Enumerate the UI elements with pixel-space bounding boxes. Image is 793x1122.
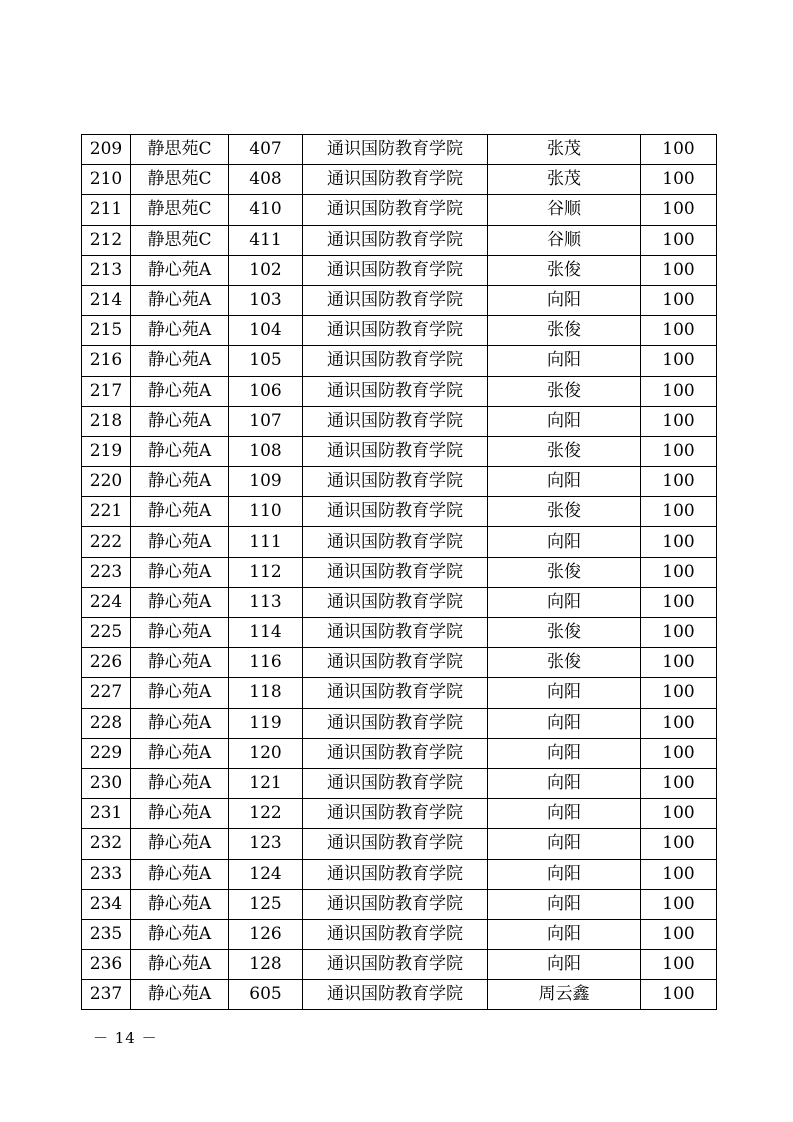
row-number-cell: 219 [82, 436, 131, 466]
building-cell: 静心苑A [131, 467, 229, 497]
score-cell: 100 [641, 527, 717, 557]
row-number-cell: 209 [82, 135, 131, 165]
row-number-cell: 216 [82, 346, 131, 376]
staff-name-cell: 向阳 [488, 346, 641, 376]
staff-name-cell: 向阳 [488, 406, 641, 436]
row-number-cell: 213 [82, 255, 131, 285]
college-cell: 通识国防教育学院 [303, 436, 488, 466]
score-cell: 100 [641, 557, 717, 587]
building-cell: 静心苑A [131, 587, 229, 617]
room-number-cell: 122 [229, 799, 303, 829]
row-number-cell: 234 [82, 889, 131, 919]
dormitory-table-container [81, 134, 717, 1010]
row-number-cell: 212 [82, 225, 131, 255]
score-cell: 100 [641, 799, 717, 829]
room-number-cell: 126 [229, 919, 303, 949]
table-row [82, 316, 717, 346]
row-number-cell: 215 [82, 316, 131, 346]
room-number-cell: 605 [229, 980, 303, 1010]
room-number-cell: 104 [229, 316, 303, 346]
score-cell: 100 [641, 406, 717, 436]
building-cell: 静心苑A [131, 889, 229, 919]
room-number-cell: 408 [229, 165, 303, 195]
building-cell: 静心苑A [131, 738, 229, 768]
row-number-cell: 232 [82, 829, 131, 859]
table-row [82, 829, 717, 859]
college-cell: 通识国防教育学院 [303, 557, 488, 587]
building-cell: 静心苑A [131, 799, 229, 829]
row-number-cell: 224 [82, 587, 131, 617]
dormitory-table [81, 134, 717, 1010]
room-number-cell: 107 [229, 406, 303, 436]
building-cell: 静心苑A [131, 436, 229, 466]
score-cell: 100 [641, 980, 717, 1010]
table-row [82, 889, 717, 919]
college-cell: 通识国防教育学院 [303, 950, 488, 980]
room-number-cell: 124 [229, 859, 303, 889]
college-cell: 通识国防教育学院 [303, 285, 488, 315]
building-cell: 静心苑A [131, 376, 229, 406]
score-cell: 100 [641, 316, 717, 346]
staff-name-cell: 向阳 [488, 678, 641, 708]
table-row [82, 678, 717, 708]
building-cell: 静心苑A [131, 285, 229, 315]
staff-name-cell: 向阳 [488, 527, 641, 557]
building-cell: 静心苑A [131, 557, 229, 587]
college-cell: 通识国防教育学院 [303, 678, 488, 708]
college-cell: 通识国防教育学院 [303, 919, 488, 949]
staff-name-cell: 向阳 [488, 919, 641, 949]
staff-name-cell: 向阳 [488, 285, 641, 315]
college-cell: 通识国防教育学院 [303, 829, 488, 859]
college-cell: 通识国防教育学院 [303, 316, 488, 346]
score-cell: 100 [641, 950, 717, 980]
table-row [82, 165, 717, 195]
college-cell: 通识国防教育学院 [303, 618, 488, 648]
college-cell: 通识国防教育学院 [303, 738, 488, 768]
table-row [82, 557, 717, 587]
table-row [82, 195, 717, 225]
college-cell: 通识国防教育学院 [303, 648, 488, 678]
building-cell: 静思苑C [131, 135, 229, 165]
score-cell: 100 [641, 738, 717, 768]
room-number-cell: 105 [229, 346, 303, 376]
staff-name-cell: 张俊 [488, 648, 641, 678]
row-number-cell: 223 [82, 557, 131, 587]
building-cell: 静心苑A [131, 980, 229, 1010]
staff-name-cell: 张俊 [488, 436, 641, 466]
staff-name-cell: 向阳 [488, 829, 641, 859]
room-number-cell: 109 [229, 467, 303, 497]
score-cell: 100 [641, 467, 717, 497]
table-row [82, 527, 717, 557]
room-number-cell: 410 [229, 195, 303, 225]
score-cell: 100 [641, 587, 717, 617]
score-cell: 100 [641, 708, 717, 738]
room-number-cell: 120 [229, 738, 303, 768]
score-cell: 100 [641, 678, 717, 708]
room-number-cell: 112 [229, 557, 303, 587]
college-cell: 通识国防教育学院 [303, 799, 488, 829]
table-row [82, 919, 717, 949]
room-number-cell: 123 [229, 829, 303, 859]
table-row [82, 497, 717, 527]
college-cell: 通识国防教育学院 [303, 497, 488, 527]
staff-name-cell: 向阳 [488, 587, 641, 617]
room-number-cell: 110 [229, 497, 303, 527]
table-row [82, 225, 717, 255]
score-cell: 100 [641, 829, 717, 859]
college-cell: 通识国防教育学院 [303, 889, 488, 919]
table-row [82, 768, 717, 798]
score-cell: 100 [641, 618, 717, 648]
table-row [82, 346, 717, 376]
score-cell: 100 [641, 285, 717, 315]
row-number-cell: 222 [82, 527, 131, 557]
score-cell: 100 [641, 436, 717, 466]
building-cell: 静心苑A [131, 618, 229, 648]
college-cell: 通识国防教育学院 [303, 165, 488, 195]
table-row [82, 467, 717, 497]
table-row [82, 980, 717, 1010]
building-cell: 静心苑A [131, 648, 229, 678]
building-cell: 静心苑A [131, 255, 229, 285]
building-cell: 静心苑A [131, 678, 229, 708]
table-row [82, 135, 717, 165]
row-number-cell: 211 [82, 195, 131, 225]
staff-name-cell: 张俊 [488, 255, 641, 285]
room-number-cell: 125 [229, 889, 303, 919]
row-number-cell: 231 [82, 799, 131, 829]
room-number-cell: 114 [229, 618, 303, 648]
college-cell: 通识国防教育学院 [303, 980, 488, 1010]
staff-name-cell: 张俊 [488, 557, 641, 587]
building-cell: 静心苑A [131, 950, 229, 980]
table-row [82, 406, 717, 436]
building-cell: 静思苑C [131, 195, 229, 225]
staff-name-cell: 向阳 [488, 859, 641, 889]
college-cell: 通识国防教育学院 [303, 135, 488, 165]
building-cell: 静心苑A [131, 919, 229, 949]
college-cell: 通识国防教育学院 [303, 255, 488, 285]
staff-name-cell: 向阳 [488, 799, 641, 829]
score-cell: 100 [641, 889, 717, 919]
table-row [82, 376, 717, 406]
row-number-cell: 221 [82, 497, 131, 527]
row-number-cell: 236 [82, 950, 131, 980]
staff-name-cell: 向阳 [488, 950, 641, 980]
row-number-cell: 225 [82, 618, 131, 648]
college-cell: 通识国防教育学院 [303, 587, 488, 617]
score-cell: 100 [641, 135, 717, 165]
staff-name-cell: 谷顺 [488, 225, 641, 255]
table-row [82, 799, 717, 829]
row-number-cell: 235 [82, 919, 131, 949]
building-cell: 静心苑A [131, 829, 229, 859]
score-cell: 100 [641, 859, 717, 889]
score-cell: 100 [641, 346, 717, 376]
staff-name-cell: 张茂 [488, 165, 641, 195]
staff-name-cell: 向阳 [488, 467, 641, 497]
row-number-cell: 229 [82, 738, 131, 768]
staff-name-cell: 张俊 [488, 497, 641, 527]
room-number-cell: 103 [229, 285, 303, 315]
score-cell: 100 [641, 195, 717, 225]
staff-name-cell: 周云鑫 [488, 980, 641, 1010]
row-number-cell: 218 [82, 406, 131, 436]
building-cell: 静心苑A [131, 768, 229, 798]
staff-name-cell: 张俊 [488, 618, 641, 648]
building-cell: 静心苑A [131, 406, 229, 436]
staff-name-cell: 谷顺 [488, 195, 641, 225]
room-number-cell: 116 [229, 648, 303, 678]
college-cell: 通识国防教育学院 [303, 406, 488, 436]
score-cell: 100 [641, 165, 717, 195]
page-number: － 14 － [93, 1029, 158, 1047]
room-number-cell: 106 [229, 376, 303, 406]
row-number-cell: 227 [82, 678, 131, 708]
staff-name-cell: 张俊 [488, 376, 641, 406]
building-cell: 静心苑A [131, 859, 229, 889]
building-cell: 静心苑A [131, 316, 229, 346]
college-cell: 通识国防教育学院 [303, 346, 488, 376]
row-number-cell: 217 [82, 376, 131, 406]
college-cell: 通识国防教育学院 [303, 225, 488, 255]
row-number-cell: 210 [82, 165, 131, 195]
staff-name-cell: 向阳 [488, 708, 641, 738]
room-number-cell: 128 [229, 950, 303, 980]
college-cell: 通识国防教育学院 [303, 376, 488, 406]
college-cell: 通识国防教育学院 [303, 859, 488, 889]
row-number-cell: 233 [82, 859, 131, 889]
college-cell: 通识国防教育学院 [303, 708, 488, 738]
table-row [82, 587, 717, 617]
college-cell: 通识国防教育学院 [303, 467, 488, 497]
room-number-cell: 108 [229, 436, 303, 466]
row-number-cell: 237 [82, 980, 131, 1010]
room-number-cell: 407 [229, 135, 303, 165]
row-number-cell: 214 [82, 285, 131, 315]
staff-name-cell: 向阳 [488, 889, 641, 919]
room-number-cell: 121 [229, 768, 303, 798]
room-number-cell: 119 [229, 708, 303, 738]
table-row [82, 708, 717, 738]
table-row [82, 436, 717, 466]
staff-name-cell: 向阳 [488, 738, 641, 768]
score-cell: 100 [641, 919, 717, 949]
table-row [82, 618, 717, 648]
room-number-cell: 118 [229, 678, 303, 708]
room-number-cell: 113 [229, 587, 303, 617]
row-number-cell: 220 [82, 467, 131, 497]
college-cell: 通识国防教育学院 [303, 527, 488, 557]
room-number-cell: 111 [229, 527, 303, 557]
score-cell: 100 [641, 225, 717, 255]
table-row [82, 859, 717, 889]
score-cell: 100 [641, 648, 717, 678]
score-cell: 100 [641, 768, 717, 798]
score-cell: 100 [641, 497, 717, 527]
score-cell: 100 [641, 255, 717, 285]
table-row [82, 285, 717, 315]
college-cell: 通识国防教育学院 [303, 195, 488, 225]
building-cell: 静心苑A [131, 527, 229, 557]
staff-name-cell: 张俊 [488, 316, 641, 346]
row-number-cell: 228 [82, 708, 131, 738]
table-row [82, 255, 717, 285]
building-cell: 静心苑A [131, 708, 229, 738]
score-cell: 100 [641, 376, 717, 406]
table-row [82, 738, 717, 768]
building-cell: 静心苑A [131, 346, 229, 376]
building-cell: 静心苑A [131, 497, 229, 527]
staff-name-cell: 向阳 [488, 768, 641, 798]
college-cell: 通识国防教育学院 [303, 768, 488, 798]
row-number-cell: 230 [82, 768, 131, 798]
table-body [82, 135, 717, 1010]
table-row [82, 950, 717, 980]
room-number-cell: 102 [229, 255, 303, 285]
building-cell: 静思苑C [131, 225, 229, 255]
room-number-cell: 411 [229, 225, 303, 255]
table-row [82, 648, 717, 678]
row-number-cell: 226 [82, 648, 131, 678]
building-cell: 静思苑C [131, 165, 229, 195]
staff-name-cell: 张茂 [488, 135, 641, 165]
